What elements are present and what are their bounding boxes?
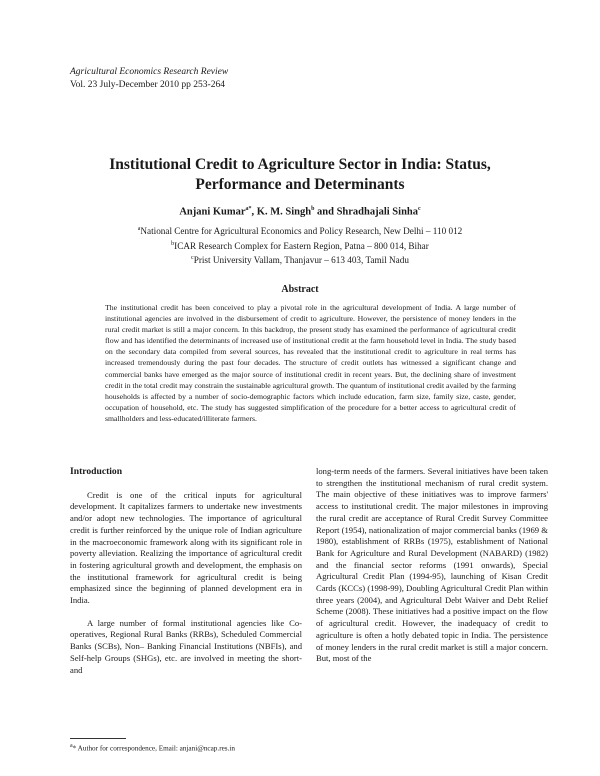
title-line-1: Institutional Credit to Agriculture Sector in India: Status,: [109, 156, 491, 173]
journal-header: [70, 66, 228, 92]
affiliations: [60, 223, 540, 267]
author-1: Anjani Kumar: [179, 206, 246, 218]
footnote-divider: [70, 738, 126, 739]
abstract-text: The institutional credit has been conceived to play a pivotal role in the agricultural development of India. A large number of institutional agencies are involved in the disbursement of credit to agriculture. However, the persistence of money lenders in the rural credit market is still a major concern. In this backdrop, the present study has examined the performance of agricultural credit flow and has identified the determinants of increased use of institutional credit at the farm household level in India. The study based on the secondary data compiled from several sources, has revealed that the institutional credit to agriculture in real terms has increased tremendously during the past four decades. The structure of credit outlets has witnessed a significant change and commercial banks have emerged as the major source of institutional credit in recent years. But, the declining share of investment credit in the total credit may constrain the sustainable agricultural growth. The quantum of institutional credit availed by the farming households is affected by a number of socio-demographic factors which include education, farm size, family size, caste, gender, occupation of household, etc. The study has suggested simplification of the procedure for a better access to agricultural credit of smallholders and less-educated/illiterate farmers.: [105, 303, 516, 423]
author-3: and Shradhajali Sinha: [314, 206, 418, 218]
author-3-sup: c: [418, 206, 421, 212]
footnote-sup: a: [70, 743, 73, 749]
right-column: [316, 466, 548, 665]
affiliation-b: $^b$ICAR Research Complex for Eastern Region, Patna – 800 014, Bihar: [171, 240, 429, 251]
author-2-sup: b: [311, 206, 315, 212]
abstract-heading: Abstract: [281, 284, 319, 295]
intro-paragraph-1: Credit is one of the critical inputs for agricultural development. It capitalizes farmers to undertake new investments and/or adopt new technologies. The importance of agricultural credit is further reinforced by the unique role of Indian agriculture in the macroeconomic framework along with its significant role in poverty alleviation. Realizing the importance of agricultural credit in fostering agricultural growth and development, the emphasis on the institutional framework for agricultural credit is being emphasized since the beginning of planned development era in India.: [70, 489, 302, 606]
affiliation-c: $^c$Prist University Vallam, Thanjavur – 613 403, Tamil Nadu: [191, 255, 409, 266]
author-list: [60, 206, 540, 218]
intro-paragraph-2: A large number of formal institutional agencies like Co-operatives, Regional Rural Banks (RRBs), Scheduled Commercial Banks (SCBs), Non– Banking Financial Institutions (NBFIs), and Self-help Groups (SHGs), etc. are involved in meeting the short- and: [70, 617, 302, 675]
footnote: [70, 743, 235, 752]
paper-title: [60, 155, 540, 195]
title-line-2: Performance and Determinants: [195, 176, 405, 193]
author-2: , K. M. Singh: [251, 206, 312, 218]
left-column: [70, 466, 302, 676]
author-1-sup: a*: [245, 206, 252, 212]
affiliation-a: $^a$National Centre for Agricultural Economics and Policy Research, New Delhi – 110 012: [137, 226, 463, 237]
journal-issue: Vol. 23 July-December 2010 pp 253-264: [70, 80, 225, 90]
footnote-text: * Author for correspondence, Email: anjani@ncap.res.in: [72, 744, 235, 753]
intro-paragraph-3: long-term needs of the farmers. Several initiatives have been taken to strengthen the institutional mechanism of rural credit system. The main objective of these initiatives was to improve farmers' access to institutional credit. The major milestones in improving the rural credit are acceptance of Rural Credit Survey Committee Report (1954), nationalization of major commercial banks (1969 & 1980), establishment of RRBs (1975), establishment of National Bank for Agriculture and Rural Development (NABARD) (1982) and the financial sector reforms (1991 onwards), Special Agricultural Credit Plan (1994-95), launching of Kisan Credit Cards (KCCs) (1998-99), Doubling Agricultural Credit Plan within three years (2004), and Agricultural Debt Waiver and Debt Relief Scheme (2008). These initiatives had a positive impact on the flow of agricultural credit. However, the inadequacy of credit to agriculture is often a hotly debated topic in India. The persistence of money lenders in the rural credit market is still a major concern. But, most of the: [316, 466, 548, 664]
introduction-heading: Introduction: [70, 466, 123, 477]
journal-name: Agricultural Economics Research Review: [70, 67, 229, 77]
